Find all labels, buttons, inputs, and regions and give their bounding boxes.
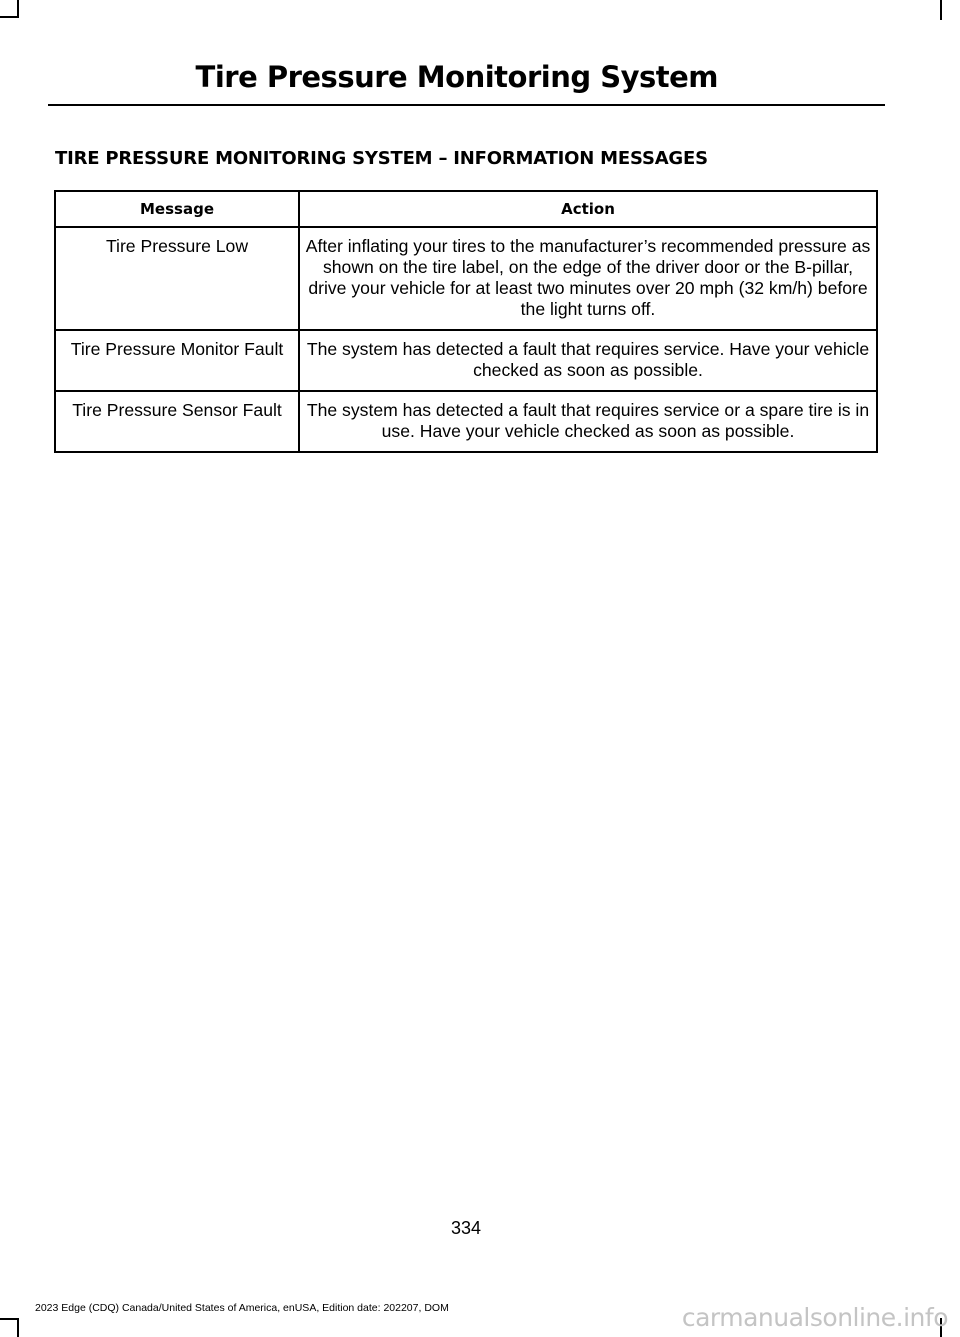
table-header-row: [55, 191, 877, 227]
crop-mark-top-right: [940, 0, 942, 20]
information-messages-table: [54, 190, 878, 453]
page-number: 334: [450, 1218, 482, 1238]
crop-mark-bottom-left-horizontal: [0, 1318, 17, 1320]
action-cell: After inflating your tires to the manufacturer’s recommended pressure as shown on the tire label, on the edge of the driver door or the B-pillar, drive your vehicle for at least two minutes over 20 mph (32 km/h) before the light turns off.: [299, 227, 877, 330]
page-header-title: Tire Pressure Monitoring System: [195, 60, 718, 94]
crop-mark-top-left: [0, 16, 17, 18]
section-heading: TIRE PRESSURE MONITORING SYSTEM – INFORMATION MESSAGES: [55, 148, 708, 169]
message-cell: Tire Pressure Monitor Fault: [55, 330, 299, 391]
message-cell: Tire Pressure Sensor Fault: [55, 391, 299, 452]
table-row: [55, 227, 877, 330]
message-cell: Tire Pressure Low: [55, 227, 299, 330]
table-row: [55, 330, 877, 391]
action-cell: The system has detected a fault that requires service. Have your vehicle checked as soon as possible.: [299, 330, 877, 391]
table-row: [55, 391, 877, 452]
crop-mark-top-left-vertical: [17, 0, 19, 18]
action-cell: The system has detected a fault that requires service or a spare tire is in use. Have your vehicle checked as soon as possible.: [299, 391, 877, 452]
column-header-action: Action: [299, 191, 877, 227]
watermark-text: carmanualsonline.info: [681, 1303, 948, 1332]
crop-mark-bottom-left: [17, 1318, 19, 1337]
edition-footer: 2023 Edge (CDQ) Canada/United States of America, enUSA, Edition date: 202207, DOM: [35, 1302, 449, 1314]
header-rule: [48, 104, 885, 106]
column-header-message: Message: [55, 191, 299, 227]
